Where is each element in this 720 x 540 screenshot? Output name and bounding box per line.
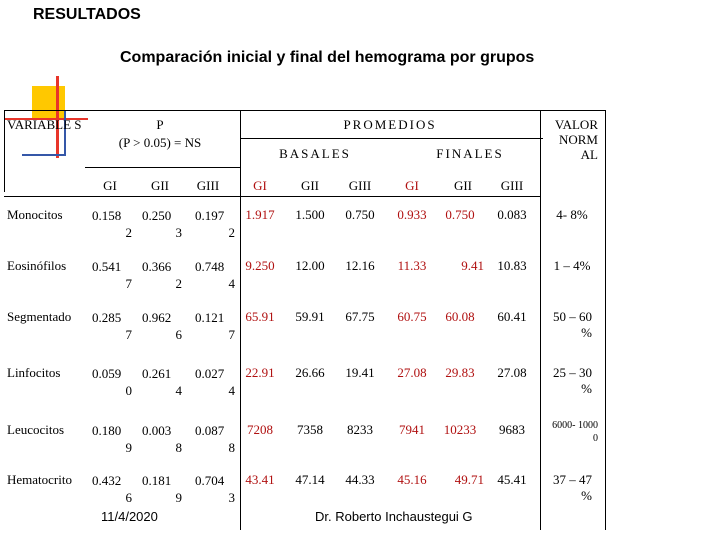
p-value-tail: 2: [175, 276, 182, 291]
final-value: 0.750: [445, 207, 475, 222]
table-top-border: [4, 110, 606, 111]
final-value: 45.41: [497, 472, 527, 487]
p-value-main: 0.285: [92, 310, 122, 325]
normal-range: 1 – 4%: [553, 258, 591, 273]
promedios-underline: [240, 138, 543, 139]
group-header: GII: [150, 178, 170, 193]
p-value-main: 0.366: [142, 259, 172, 274]
group-header: GII: [300, 178, 320, 193]
p-value-tail: 9: [125, 440, 132, 455]
p-value-main: 0.158: [92, 208, 122, 223]
valor-column-divider: [540, 110, 541, 530]
final-value: 7941: [399, 422, 425, 437]
slide-subtitle: Comparación inicial y final del hemograma por grupos: [120, 49, 535, 66]
basal-value: 59.91: [295, 309, 325, 324]
p-value-cell: [92, 472, 132, 506]
basal-value: 1.500: [295, 207, 325, 222]
p-value-cell: [92, 422, 132, 456]
p-value-cell: [92, 365, 132, 399]
group-header: GIII: [348, 178, 372, 193]
p-value-cell: [195, 365, 235, 399]
p-value-cell: [195, 258, 235, 292]
final-value: 10.83: [497, 258, 527, 273]
final-value: 60.75: [397, 309, 427, 324]
decoration-blue-horizontal-line: [22, 154, 66, 156]
p-value-main: 0.181: [142, 473, 172, 488]
basal-value: 65.91: [245, 309, 275, 324]
p-value-main: 0.261: [142, 366, 172, 381]
p-value-tail: 3: [175, 225, 182, 240]
p-value-cell: [195, 472, 235, 506]
p-value-main: 0.197: [195, 208, 225, 223]
final-value: 0.933: [397, 207, 427, 222]
p-value-tail: 4: [228, 383, 235, 398]
p-value-cell: [195, 207, 235, 241]
row-label: Leucocitos: [7, 422, 65, 437]
basal-value: 22.91: [245, 365, 275, 380]
p-value-tail: 3: [228, 490, 235, 505]
normal-range: 4- 8%: [556, 207, 588, 222]
basal-value: 47.14: [295, 472, 325, 487]
p-value-main: 0.748: [195, 259, 225, 274]
normal-range: 37 – 47 %: [553, 472, 592, 503]
basal-value: 7358: [297, 422, 323, 437]
basal-value: 1.917: [245, 207, 275, 222]
final-value: 9.41: [461, 258, 484, 273]
decoration-yellow-square: [32, 86, 65, 119]
final-value: 9683: [499, 422, 525, 437]
p-value-tail: 7: [125, 327, 132, 342]
p-header-underline: [85, 167, 240, 168]
normal-range: 25 – 30 %: [553, 365, 592, 396]
p-value-cell: [142, 365, 182, 399]
p-value-tail: 6: [125, 490, 132, 505]
p-value-tail: 8: [228, 440, 235, 455]
p-value-main: 0.087: [195, 423, 225, 438]
header-valor-normal: VALOR NORM AL: [554, 117, 598, 162]
p-value-main: 0.027: [195, 366, 225, 381]
p-value-cell: [195, 422, 235, 456]
p-value-tail: 6: [175, 327, 182, 342]
final-value: 0.083: [497, 207, 527, 222]
header-p: P: [156, 117, 164, 132]
p-value-main: 0.541: [92, 259, 122, 274]
p-value-main: 0.250: [142, 208, 172, 223]
group-header: GI: [253, 178, 267, 193]
p-value-tail: 7: [125, 276, 132, 291]
p-value-cell: [92, 258, 132, 292]
header-bottom-border: [4, 196, 540, 197]
final-value: 11.33: [397, 258, 427, 273]
p-value-tail: 7: [228, 327, 235, 342]
normal-range: 50 – 60 %: [553, 309, 592, 340]
final-value: 49.71: [454, 472, 484, 487]
final-value: 10233: [443, 422, 477, 437]
header-variables: VARIABLE S: [7, 117, 82, 132]
p-value-main: 0.121: [195, 310, 225, 325]
group-header: GIII: [500, 178, 524, 193]
p-value-tail: 4: [228, 276, 235, 291]
p-value-main: 0.003: [142, 423, 172, 438]
row-label: Monocitos: [7, 207, 63, 222]
p-value-main: 0.962: [142, 310, 172, 325]
p-value-main: 0.059: [92, 366, 122, 381]
group-header: GI: [103, 178, 117, 193]
p-value-cell: [142, 207, 182, 241]
p-value-tail: 9: [175, 490, 182, 505]
p-value-cell: [142, 422, 182, 456]
p-value-tail: 2: [125, 225, 132, 240]
table-left-border: [4, 110, 5, 192]
final-value: 27.08: [497, 365, 527, 380]
p-value-tail: 2: [228, 225, 235, 240]
p-value-cell: [195, 309, 235, 343]
final-value: 27.08: [397, 365, 427, 380]
basal-value: 12.00: [295, 258, 325, 273]
header-basales: BASALES: [279, 146, 351, 161]
p-value-main: 0.180: [92, 423, 122, 438]
basal-value: 12.16: [345, 258, 375, 273]
final-value: 45.16: [397, 472, 427, 487]
p-value-cell: [92, 309, 132, 343]
basal-value: 9.250: [245, 258, 275, 273]
p-value-tail: 0: [125, 383, 132, 398]
row-label: Linfocitos: [7, 365, 61, 380]
header-promedios: PROMEDIOS: [343, 117, 437, 132]
footer-date: 11/4/2020: [101, 509, 158, 524]
basal-value: 0.750: [345, 207, 375, 222]
p-value-cell: [142, 472, 182, 506]
p-value-main: 0.432: [92, 473, 122, 488]
group-header: GI: [405, 178, 419, 193]
row-label: Segmentado: [7, 309, 72, 324]
p-value-tail: 4: [175, 383, 182, 398]
row-label: Eosinófilos: [7, 258, 67, 273]
p-value-main: 0.704: [195, 473, 225, 488]
p-value-cell: [142, 258, 182, 292]
basal-value: 19.41: [345, 365, 375, 380]
group-header: GII: [453, 178, 473, 193]
header-finales: FINALES: [436, 146, 504, 161]
basal-value: 26.66: [295, 365, 325, 380]
p-value-cell: [142, 309, 182, 343]
p-value-cell: [92, 207, 132, 241]
footer-author: Dr. Roberto Inchaustegui G: [315, 509, 473, 524]
heading: RESULTADOS: [33, 6, 141, 23]
final-value: 60.41: [497, 309, 527, 324]
table-right-border: [605, 110, 606, 530]
group-header: GIII: [196, 178, 220, 193]
final-value: 29.83: [445, 365, 475, 380]
normal-range: 6000- 1000 0: [552, 420, 598, 444]
basal-value: 7208: [247, 422, 273, 437]
p-value-tail: 8: [175, 440, 182, 455]
basal-value: 44.33: [345, 472, 375, 487]
final-value: 60.08: [445, 309, 475, 324]
basal-value: 43.41: [245, 472, 275, 487]
basal-value: 67.75: [345, 309, 375, 324]
basal-value: 8233: [347, 422, 373, 437]
row-label: Hematocrito: [7, 472, 72, 487]
header-p-significance: (P > 0.05) = NS: [118, 135, 202, 150]
